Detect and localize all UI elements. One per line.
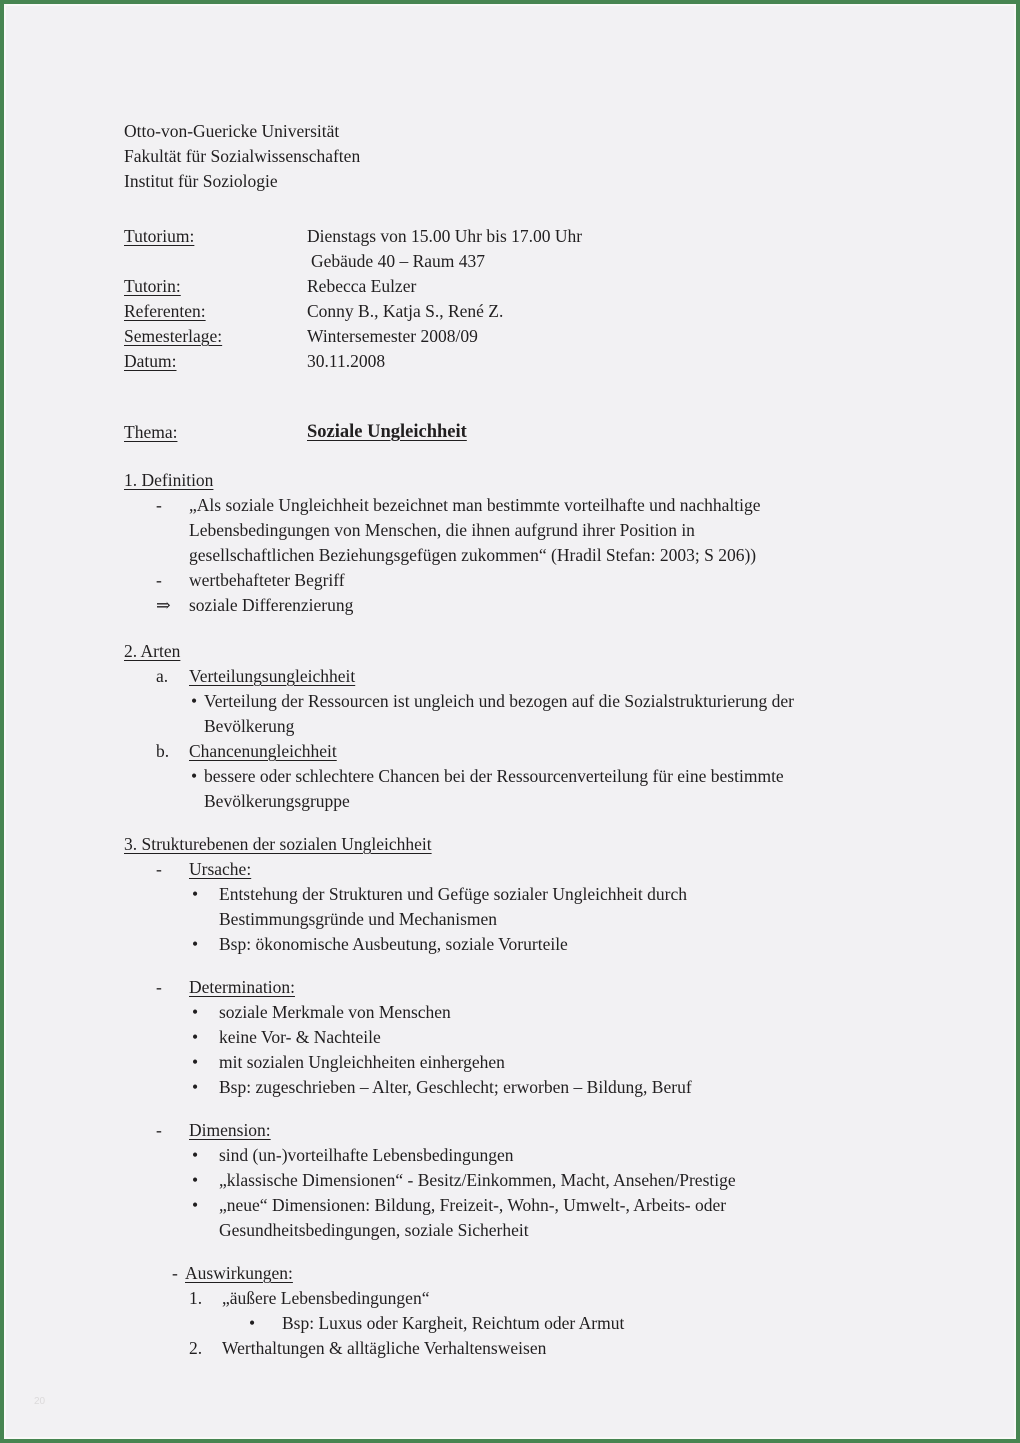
datum-label: Datum: xyxy=(124,351,177,371)
definition-quote-item xyxy=(156,493,956,568)
datum-value: 30.11.2008 xyxy=(307,351,386,371)
institute-name: Institut für Soziologie xyxy=(124,171,278,191)
determination-bullet-1 xyxy=(192,1000,956,1025)
meta-row-referenten xyxy=(124,299,956,324)
arten-a-bullet xyxy=(191,689,956,739)
section-arten xyxy=(124,639,956,814)
auswirkungen-item-1-sub xyxy=(249,1311,956,1336)
auswirkungen-item-1 xyxy=(189,1286,956,1311)
dimension-bullet-1 xyxy=(192,1143,956,1168)
thema-label: Thema: xyxy=(124,422,178,442)
dash-marker: - xyxy=(172,1263,178,1283)
arten-a-line-1: Verteilung der Ressourcen ist ungleich und bezogen auf die Sozialstrukturierung der xyxy=(204,691,794,711)
bullet-marker: • xyxy=(192,1145,199,1165)
tutorin-value: Rebecca Eulzer xyxy=(307,276,417,296)
dash-marker: - xyxy=(156,859,162,879)
definition-quote-line-2: Lebensbedingungen von Menschen, die ihnen aufgrund ihrer Position in xyxy=(189,520,695,540)
struktur-determination-block xyxy=(124,975,956,1100)
dash-marker: - xyxy=(156,495,162,515)
university-header xyxy=(124,119,956,194)
bullet-marker: • xyxy=(249,1313,256,1333)
dim-b1-text: sind (un-)vorteilhafte Lebensbedingungen xyxy=(219,1145,514,1165)
bullet-marker: • xyxy=(191,766,198,786)
arten-b-line-2: Bevölkerungsgruppe xyxy=(204,791,350,811)
definition-heading: 1. Definition xyxy=(124,470,214,490)
tutorium-label: Tutorium: xyxy=(124,226,195,246)
meta-info xyxy=(124,224,956,374)
auswirkungen-label: Auswirkungen: xyxy=(185,1263,293,1283)
auswirkungen-item-2 xyxy=(189,1336,956,1361)
struktur-ursache-block xyxy=(124,857,956,957)
number-1-marker: 1. xyxy=(189,1288,203,1308)
ursache-label: Ursache: xyxy=(189,859,252,879)
bullet-marker: • xyxy=(192,1195,199,1215)
meta-row-tutorium-2 xyxy=(124,249,956,274)
struktur-auswirkungen-block xyxy=(124,1261,956,1361)
number-2-marker: 2. xyxy=(189,1338,203,1358)
bullet-marker: • xyxy=(192,1170,199,1190)
tutorium-value: Dienstags von 15.00 Uhr bis 17.00 Uhr xyxy=(307,226,583,246)
aus-n1-text: „äußere Lebensbedingungen“ xyxy=(222,1288,430,1308)
definition-quote-line-1: „Als soziale Ungleichheit bezeichnet man bestimmte vorteilhafte und nachhaltige xyxy=(189,495,761,515)
dim-b2-text: „klassische Dimensionen“ - Besitz/Einkommen, Macht, Ansehen/Prestige xyxy=(219,1170,736,1190)
letter-b-marker: b. xyxy=(156,741,170,761)
tutorium-value-2: Gebäude 40 – Raum 437 xyxy=(311,251,485,271)
struktur-dimension-block xyxy=(124,1118,956,1243)
arten-b-line-1: bessere oder schlechtere Chancen bei der Ressourcenverteilung für eine bestimmte xyxy=(204,766,784,786)
aus-n2-text: Werthaltungen & alltägliche Verhaltensweisen xyxy=(222,1338,547,1358)
dim-b3-line-1: „neue“ Dimensionen: Bildung, Freizeit-, Wohn-, Umwelt-, Arbeits- oder xyxy=(219,1195,727,1215)
page-number: 20 xyxy=(34,1396,46,1407)
referenten-label: Referenten: xyxy=(124,301,206,321)
section-struktur xyxy=(124,832,956,1361)
det-b1-text: soziale Merkmale von Menschen xyxy=(219,1002,451,1022)
meta-row-tutorium xyxy=(124,224,956,249)
section-definition xyxy=(124,468,956,618)
determination-bullet-3 xyxy=(192,1050,956,1075)
ursache-b2-text: Bsp: ökonomische Ausbeutung, soziale Vorurteile xyxy=(219,934,568,954)
arten-b-bullet xyxy=(191,764,956,814)
definition-item-2 xyxy=(156,568,956,593)
semesterlage-value: Wintersemester 2008/09 xyxy=(307,326,478,346)
bullet-marker: • xyxy=(192,934,199,954)
det-b2-text: keine Vor- & Nachteile xyxy=(219,1027,381,1047)
definition-arrow-text: soziale Differenzierung xyxy=(189,595,354,615)
dim-b3-line-2: Gesundheitsbedingungen, soziale Sicherheit xyxy=(219,1220,529,1240)
bullet-marker: • xyxy=(192,1027,199,1047)
referenten-value: Conny B., Katja S., René Z. xyxy=(307,301,504,321)
arten-b-label: Chancenungleichheit xyxy=(189,741,337,761)
dash-marker: - xyxy=(156,570,162,590)
meta-row-datum xyxy=(124,349,956,374)
ursache-bullet-1 xyxy=(192,882,956,932)
meta-row-semesterlage xyxy=(124,324,956,349)
arten-a-line-2: Bevölkerung xyxy=(204,716,295,736)
tutorin-label: Tutorin: xyxy=(124,276,181,296)
faculty-name: Fakultät für Sozialwissenschaften xyxy=(124,146,361,166)
determination-label: Determination: xyxy=(189,977,295,997)
thema-row xyxy=(124,420,956,445)
arten-heading: 2. Arten xyxy=(124,641,181,661)
definition-arrow-item xyxy=(156,593,956,618)
aus-n1-sub-text: Bsp: Luxus oder Kargheit, Reichtum oder Armut xyxy=(282,1313,625,1333)
arten-item-a xyxy=(156,664,956,689)
dimension-label: Dimension: xyxy=(189,1120,271,1140)
letter-a-marker: a. xyxy=(156,666,169,686)
double-arrow-marker: ⇒ xyxy=(156,595,171,615)
ursache-b1-line-2: Bestimmungsgründe und Mechanismen xyxy=(219,909,498,929)
dash-marker: - xyxy=(156,977,162,997)
bullet-marker: • xyxy=(192,884,199,904)
meta-row-tutorin xyxy=(124,274,956,299)
det-b3-text: mit sozialen Ungleichheiten einhergehen xyxy=(219,1052,505,1072)
arten-a-label: Verteilungsungleichheit xyxy=(189,666,356,686)
bullet-marker: • xyxy=(191,691,198,711)
document-title: Soziale Ungleichheit xyxy=(307,422,467,442)
dimension-bullet-2 xyxy=(192,1168,956,1193)
document-content xyxy=(4,4,1016,1361)
dimension-bullet-3 xyxy=(192,1193,956,1243)
definition-item-2-text: wertbehafteter Begriff xyxy=(189,570,345,590)
det-b4-text: Bsp: zugeschrieben – Alter, Geschlecht; erworben – Bildung, Beruf xyxy=(219,1077,692,1097)
definition-quote-line-3: gesellschaftlichen Beziehungsgefügen zukommen“ (Hradil Stefan: 2003; S 206)) xyxy=(189,545,757,565)
struktur-heading: 3. Strukturebenen der sozialen Ungleichheit xyxy=(124,834,432,854)
bullet-marker: • xyxy=(192,1002,199,1022)
arten-item-b xyxy=(156,739,956,764)
determination-bullet-4 xyxy=(192,1075,956,1100)
bullet-marker: • xyxy=(192,1077,199,1097)
semesterlage-label: Semesterlage: xyxy=(124,326,223,346)
university-name: Otto-von-Guericke Universität xyxy=(124,121,340,141)
determination-bullet-2 xyxy=(192,1025,956,1050)
dash-marker: - xyxy=(156,1120,162,1140)
ursache-bullet-2 xyxy=(192,932,956,957)
bullet-marker: • xyxy=(192,1052,199,1072)
ursache-b1-line-1: Entstehung der Strukturen und Gefüge sozialer Ungleichheit durch xyxy=(219,884,687,904)
